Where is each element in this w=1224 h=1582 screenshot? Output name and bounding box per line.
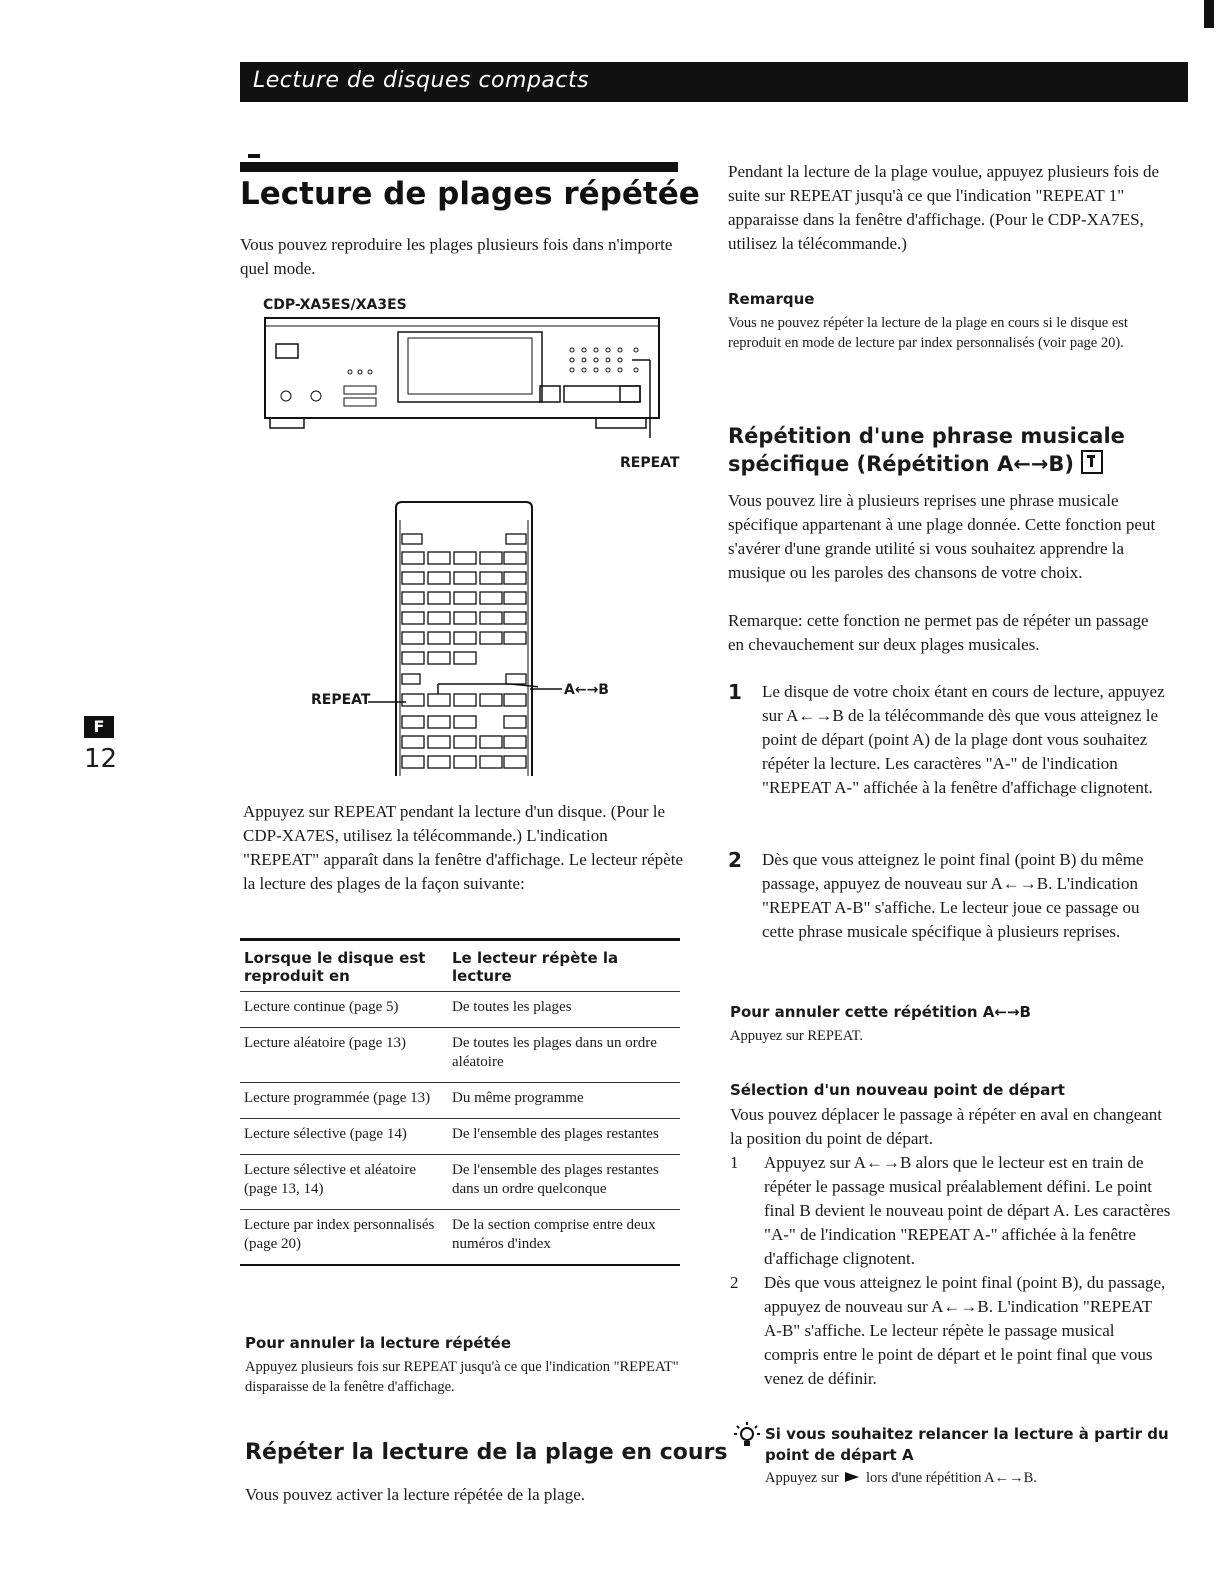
note-heading: Remarque xyxy=(728,290,815,308)
language-tab: F xyxy=(84,716,114,738)
ab-repeat-heading xyxy=(728,422,1125,478)
tip-heading: Si vous souhaitez relancer la lecture à partir du point de départ A xyxy=(765,1425,1169,1464)
repeat-callout-player: REPEAT xyxy=(620,455,680,471)
table-row xyxy=(240,1083,680,1119)
table-cell-result: De l'ensemble des plages restantes xyxy=(448,1119,680,1155)
substep-text: Appuyez sur A←→B alors que le lecteur est en train de répéter le passage musical préalablement défini. Le point final B devient le nouveau point de départ A. Les caractères "A-" de l'indication "REPEAT A-" affichée à la fenêtre d'affichage clignotent. xyxy=(764,1153,1171,1268)
repeat-mode-table xyxy=(240,938,680,1266)
substep-number: 1 xyxy=(730,1153,739,1172)
title-rule xyxy=(240,162,678,172)
table-cell-mode: Lecture programmée (page 13) xyxy=(240,1083,448,1119)
table-row xyxy=(240,1210,680,1266)
page-title: Lecture de plages répétée xyxy=(240,176,700,212)
repeat-current-heading: Répéter la lecture de la plage en cours xyxy=(245,1440,728,1465)
model-label: CDP-XA5ES/XA3ES xyxy=(263,297,407,313)
press-repeat-paragraph: Appuyez sur REPEAT pendant la lecture d'un disque. (Pour le CDP-XA7ES, utilisez la télécommande.) L'indication "REPEAT" apparaît dans la fenêtre d'affichage. Le lecteur répète la lecture des plages de la façon suivante: xyxy=(243,802,683,893)
substep-number: 2 xyxy=(730,1273,739,1292)
table-cell-result: De la section comprise entre deux numéros d'index xyxy=(448,1210,680,1266)
table-cell-mode: Lecture continue (page 5) xyxy=(240,992,448,1028)
page-number: 12 xyxy=(84,744,118,774)
substep-text: Dès que vous atteignez le point final (point B), du passage, appuyez de nouveau sur A←→B. L'indication "REPEAT A-B" s'affiche. Le lecteur répète le passage musical compris entre le point de départ et le point final que vous venez de définir. xyxy=(764,1273,1166,1388)
table-cell-result: De toutes les plages dans un ordre aléatoire xyxy=(448,1028,680,1083)
cancel-repeat-heading: Pour annuler la lecture répétée xyxy=(245,1334,512,1352)
cancel-repeat-text: Appuyez plusieurs fois sur REPEAT jusqu'à ce que l'indication "REPEAT" disparaisse de la fenêtre d'affichage. xyxy=(245,1359,679,1395)
tip-text-before: Appuyez sur xyxy=(765,1470,839,1486)
table-row xyxy=(240,1155,680,1210)
table-row xyxy=(240,992,680,1028)
table-row xyxy=(240,1028,680,1083)
table-cell-result: Du même programme xyxy=(448,1083,680,1119)
new-start-heading: Sélection d'un nouveau point de départ xyxy=(730,1081,1065,1099)
repeat-one-paragraph: Pendant la lecture de la plage voulue, appuyez plusieurs fois de suite sur REPEAT jusqu'à ce que l'indication "REPEAT 1" apparaisse dans la fenêtre d'affichage. (Pour le CDP-XA7ES, utilisez la télécommande.) xyxy=(728,162,1159,253)
table-cell-mode: Lecture aléatoire (page 13) xyxy=(240,1028,448,1083)
ab-heading-line-1: Répétition d'une phrase musicale xyxy=(728,424,1125,448)
cd-player-illustration xyxy=(262,314,662,438)
table-cell-mode: Lecture sélective et aléatoire (page 13, 14) xyxy=(240,1155,448,1210)
repeat-callout-remote: REPEAT xyxy=(311,692,371,708)
table-cell-mode: Lecture sélective (page 14) xyxy=(240,1119,448,1155)
step-text: Dès que vous atteignez le point final (point B) du même passage, appuyez de nouveau sur A←→B. L'indication "REPEAT A-B" s'affiche. Le lecteur joue ce passage ou cette phrase musicale spécifique à plusieurs reprises. xyxy=(762,850,1144,941)
table-header-result: Le lecteur répète la lecture xyxy=(452,949,619,985)
ab-leader-line xyxy=(530,684,564,694)
table-header-row xyxy=(240,940,680,992)
table-cell-result: De l'ensemble des plages restantes dans un ordre quelconque xyxy=(448,1155,680,1210)
ab-remark-paragraph: Remarque: cette fonction ne permet pas de répéter un passage en chevauchement sur deux plages musicales. xyxy=(728,611,1149,654)
step-number: 1 xyxy=(728,680,742,704)
table-cell-result: De toutes les plages xyxy=(448,992,680,1028)
ab-intro-paragraph: Vous pouvez lire à plusieurs reprises une phrase musicale spécifique appartenant à une plage donnée. Cette fonction peut s'avérer d'une grande utilité si vous souhaitez apprendre la musique ou les paroles des chansons de votre choix. xyxy=(728,491,1156,582)
table-cell-mode: Lecture par index personnalisés (page 20) xyxy=(240,1210,448,1266)
cancel-ab-text: Appuyez sur REPEAT. xyxy=(730,1028,864,1044)
corner-mark xyxy=(1204,0,1214,28)
ab-heading-line-2: spécifique (Répétition A←→B) xyxy=(728,452,1075,476)
note-text: Vous ne pouvez répéter la lecture de la plage en cours si le disque est reproduit en mode de lecture par index personnalisés (voir page 20). xyxy=(728,315,1128,351)
cancel-ab-heading: Pour annuler cette répétition A←→B xyxy=(730,1003,1031,1021)
tip-text-after: lors d'une répétition A←→B. xyxy=(865,1470,1037,1486)
play-icon xyxy=(845,1472,859,1482)
table-row xyxy=(240,1119,680,1155)
tip-text xyxy=(765,1468,1175,1488)
remote-only-icon xyxy=(1081,450,1103,474)
new-start-intro: Vous pouvez déplacer le passage à répéter en aval en changeant la position du point de départ. xyxy=(730,1105,1163,1148)
repeat-current-text: Vous pouvez activer la lecture répétée de la plage. xyxy=(245,1485,585,1504)
lightbulb-tip-icon xyxy=(734,1422,760,1450)
intro-paragraph: Vous pouvez reproduire les plages plusieurs fois dans n'importe quel mode. xyxy=(240,235,673,278)
step-text: Le disque de votre choix étant en cours de lecture, appuyez sur A←→B de la télécommande dès que vous atteignez le point de départ (point A) de la plage dont vous souhaitez répéter la lecture. Les caractères "A-" de l'indication "REPEAT A-" affichée à la fenêtre d'affichage clignotent. xyxy=(762,682,1165,797)
title-tick-mark xyxy=(248,154,260,158)
step-number: 2 xyxy=(728,848,742,872)
remote-control-illustration xyxy=(390,500,538,776)
repeat-leader-line xyxy=(368,692,408,712)
table-header-mode: Lorsque le disque est reproduit en xyxy=(244,949,426,985)
ab-callout-remote: A←→B xyxy=(564,682,609,698)
page-header-title: Lecture de disques compacts xyxy=(253,68,590,93)
